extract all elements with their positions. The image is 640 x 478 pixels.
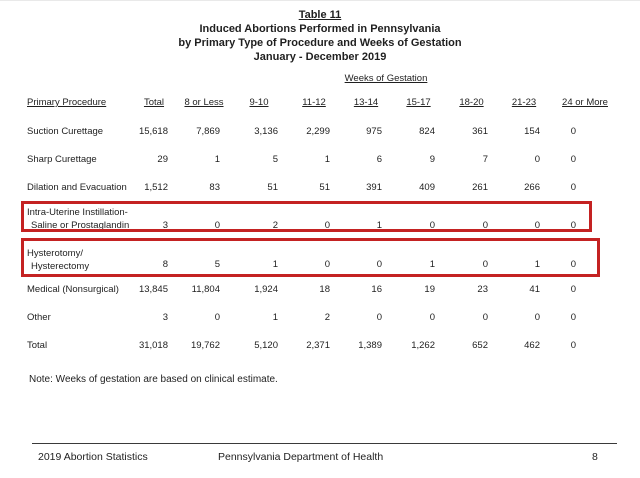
row-label: Other [27, 311, 51, 323]
cell-value: 0 [324, 220, 330, 231]
cell-value: 1 [272, 259, 278, 270]
row-label: Suction Curettage [27, 125, 104, 137]
cell-value: 7 [482, 153, 488, 165]
cell-value: 154 [524, 125, 540, 137]
cell-value: 2,299 [306, 125, 330, 137]
cell-value: 6 [376, 153, 382, 165]
column-header-total: Total [143, 97, 165, 108]
cell-value: 51 [267, 181, 278, 193]
cell-value: 824 [419, 125, 435, 137]
cell-value: 0 [570, 181, 576, 193]
row-label: Total [27, 339, 48, 351]
table-row-total [20, 331, 620, 359]
cell-value: 0 [534, 311, 540, 323]
row-label: Medical (Nonsurgical) [27, 283, 119, 295]
row-label-line1: Hysterotomy/ [27, 248, 83, 259]
cell-value: 1,262 [411, 339, 435, 351]
cell-value: 29 [157, 153, 168, 165]
cell-value: 0 [570, 339, 576, 351]
cell-value: 13,845 [138, 283, 168, 295]
cell-value: 0 [482, 311, 488, 323]
cell-value: 8 [162, 259, 168, 270]
footer-department: Pennsylvania Department of Health [218, 451, 384, 463]
cell-value: 0 [570, 125, 576, 137]
cell-value: 23 [477, 283, 488, 295]
cell-value: 0 [534, 153, 540, 165]
cell-value: 3 [162, 220, 168, 231]
cell-value: 975 [366, 125, 382, 137]
weeks-of-gestation-header: Weeks of Gestation [344, 73, 428, 84]
cell-value: 83 [209, 181, 220, 193]
cell-value: 652 [472, 339, 488, 351]
cell-value: 0 [376, 259, 382, 270]
cell-value: 2 [272, 220, 278, 231]
cell-value: 16 [371, 283, 382, 295]
cell-value: 19 [424, 283, 435, 295]
column-header-18-20: 18-20 [459, 97, 484, 108]
document-subtitle-line: by Primary Type of Procedure and Weeks of Gestation [178, 37, 462, 49]
table-note: Note: Weeks of gestation are based on clinical estimate. [29, 374, 278, 385]
cell-value: 1,512 [144, 181, 168, 193]
title-block [0, 8, 640, 64]
table-title: Table 11 [298, 9, 342, 21]
footer-report-title: 2019 Abortion Statistics [38, 451, 148, 463]
cell-value: 2,371 [306, 339, 330, 351]
cell-value: 0 [429, 220, 435, 231]
cell-value: 391 [366, 181, 382, 193]
procedures-table [20, 97, 620, 359]
page-number: 8 [592, 451, 598, 463]
cell-value: 31,018 [138, 339, 168, 351]
cell-value: 18 [319, 283, 330, 295]
cell-value: 2 [324, 311, 330, 323]
table-row-intra-uterine-instillation [20, 201, 620, 235]
cell-value: 0 [214, 220, 220, 231]
cell-value: 0 [482, 259, 488, 270]
row-label: Dilation and Evacuation [27, 181, 127, 193]
cell-value: 15,618 [138, 125, 168, 137]
table-row-suction-curettage [20, 117, 620, 145]
cell-value: 1 [429, 259, 435, 270]
cell-value: 0 [214, 311, 220, 323]
cell-value: 361 [472, 125, 488, 137]
cell-value: 266 [524, 181, 540, 193]
cell-value: 3 [162, 311, 168, 323]
document-subtitle-line: Induced Abortions Performed in Pennsylvania [199, 23, 441, 35]
table-row-sharp-curettage [20, 145, 620, 173]
footer-divider [32, 443, 617, 444]
column-header-11-12: 11-12 [302, 97, 326, 108]
cell-value: 1 [534, 259, 540, 270]
cell-value: 0 [570, 259, 576, 270]
cell-value: 3,136 [254, 125, 278, 137]
row-label-line2: Hysterectomy [31, 261, 90, 272]
cell-value: 7,869 [196, 125, 220, 137]
cell-value: 1,389 [358, 339, 382, 351]
table-row-dilation-and-evacuation [20, 173, 620, 201]
cell-value: 1 [272, 311, 278, 323]
document-subtitle-line: January - December 2019 [253, 51, 387, 63]
cell-value: 0 [429, 311, 435, 323]
cell-value: 5,120 [254, 339, 278, 351]
column-header-8-or-less: 8 or Less [184, 97, 224, 108]
column-header-21-23: 21-23 [511, 97, 537, 108]
table-row-medical-nonsurgical [20, 275, 620, 303]
column-header-primary-procedure: Primary Procedure [27, 97, 107, 108]
cell-value: 0 [570, 153, 576, 165]
cell-value: 0 [376, 311, 382, 323]
cell-value: 1 [324, 153, 330, 165]
column-header-9-10: 9-10 [249, 97, 269, 108]
cell-value: 11,804 [191, 283, 220, 295]
row-label-line1: Intra-Uterine Instillation- [27, 207, 128, 218]
row-label [20, 247, 130, 275]
table-row-hysterotomy-hysterectomy [20, 235, 620, 275]
cell-value: 9 [429, 153, 435, 165]
cell-value: 5 [214, 259, 220, 270]
table-row-other [20, 303, 620, 331]
cell-value: 462 [524, 339, 540, 351]
cell-value: 0 [534, 220, 540, 231]
cell-value: 0 [570, 220, 576, 231]
row-label: Sharp Curettage [27, 153, 97, 165]
row-label-line2: Saline or Prostaglandin [31, 220, 130, 231]
cell-value: 1,924 [254, 283, 278, 295]
cell-value: 1 [376, 220, 382, 231]
cell-value: 41 [529, 283, 540, 295]
cell-value: 19,762 [190, 339, 220, 351]
table-header-row [20, 97, 620, 117]
cell-value: 5 [272, 153, 278, 165]
row-label [20, 206, 130, 235]
column-header-24-or-more: 24 or More [562, 97, 608, 108]
column-header-13-14: 13-14 [353, 97, 379, 108]
cell-value: 0 [324, 259, 330, 270]
cell-value: 261 [472, 181, 488, 193]
cell-value: 0 [570, 311, 576, 323]
cell-value: 51 [319, 181, 330, 193]
cell-value: 409 [419, 181, 435, 193]
cell-value: 1 [214, 153, 220, 165]
cell-value: 0 [570, 283, 576, 295]
cell-value: 0 [482, 220, 488, 231]
column-header-15-17: 15-17 [406, 97, 431, 108]
